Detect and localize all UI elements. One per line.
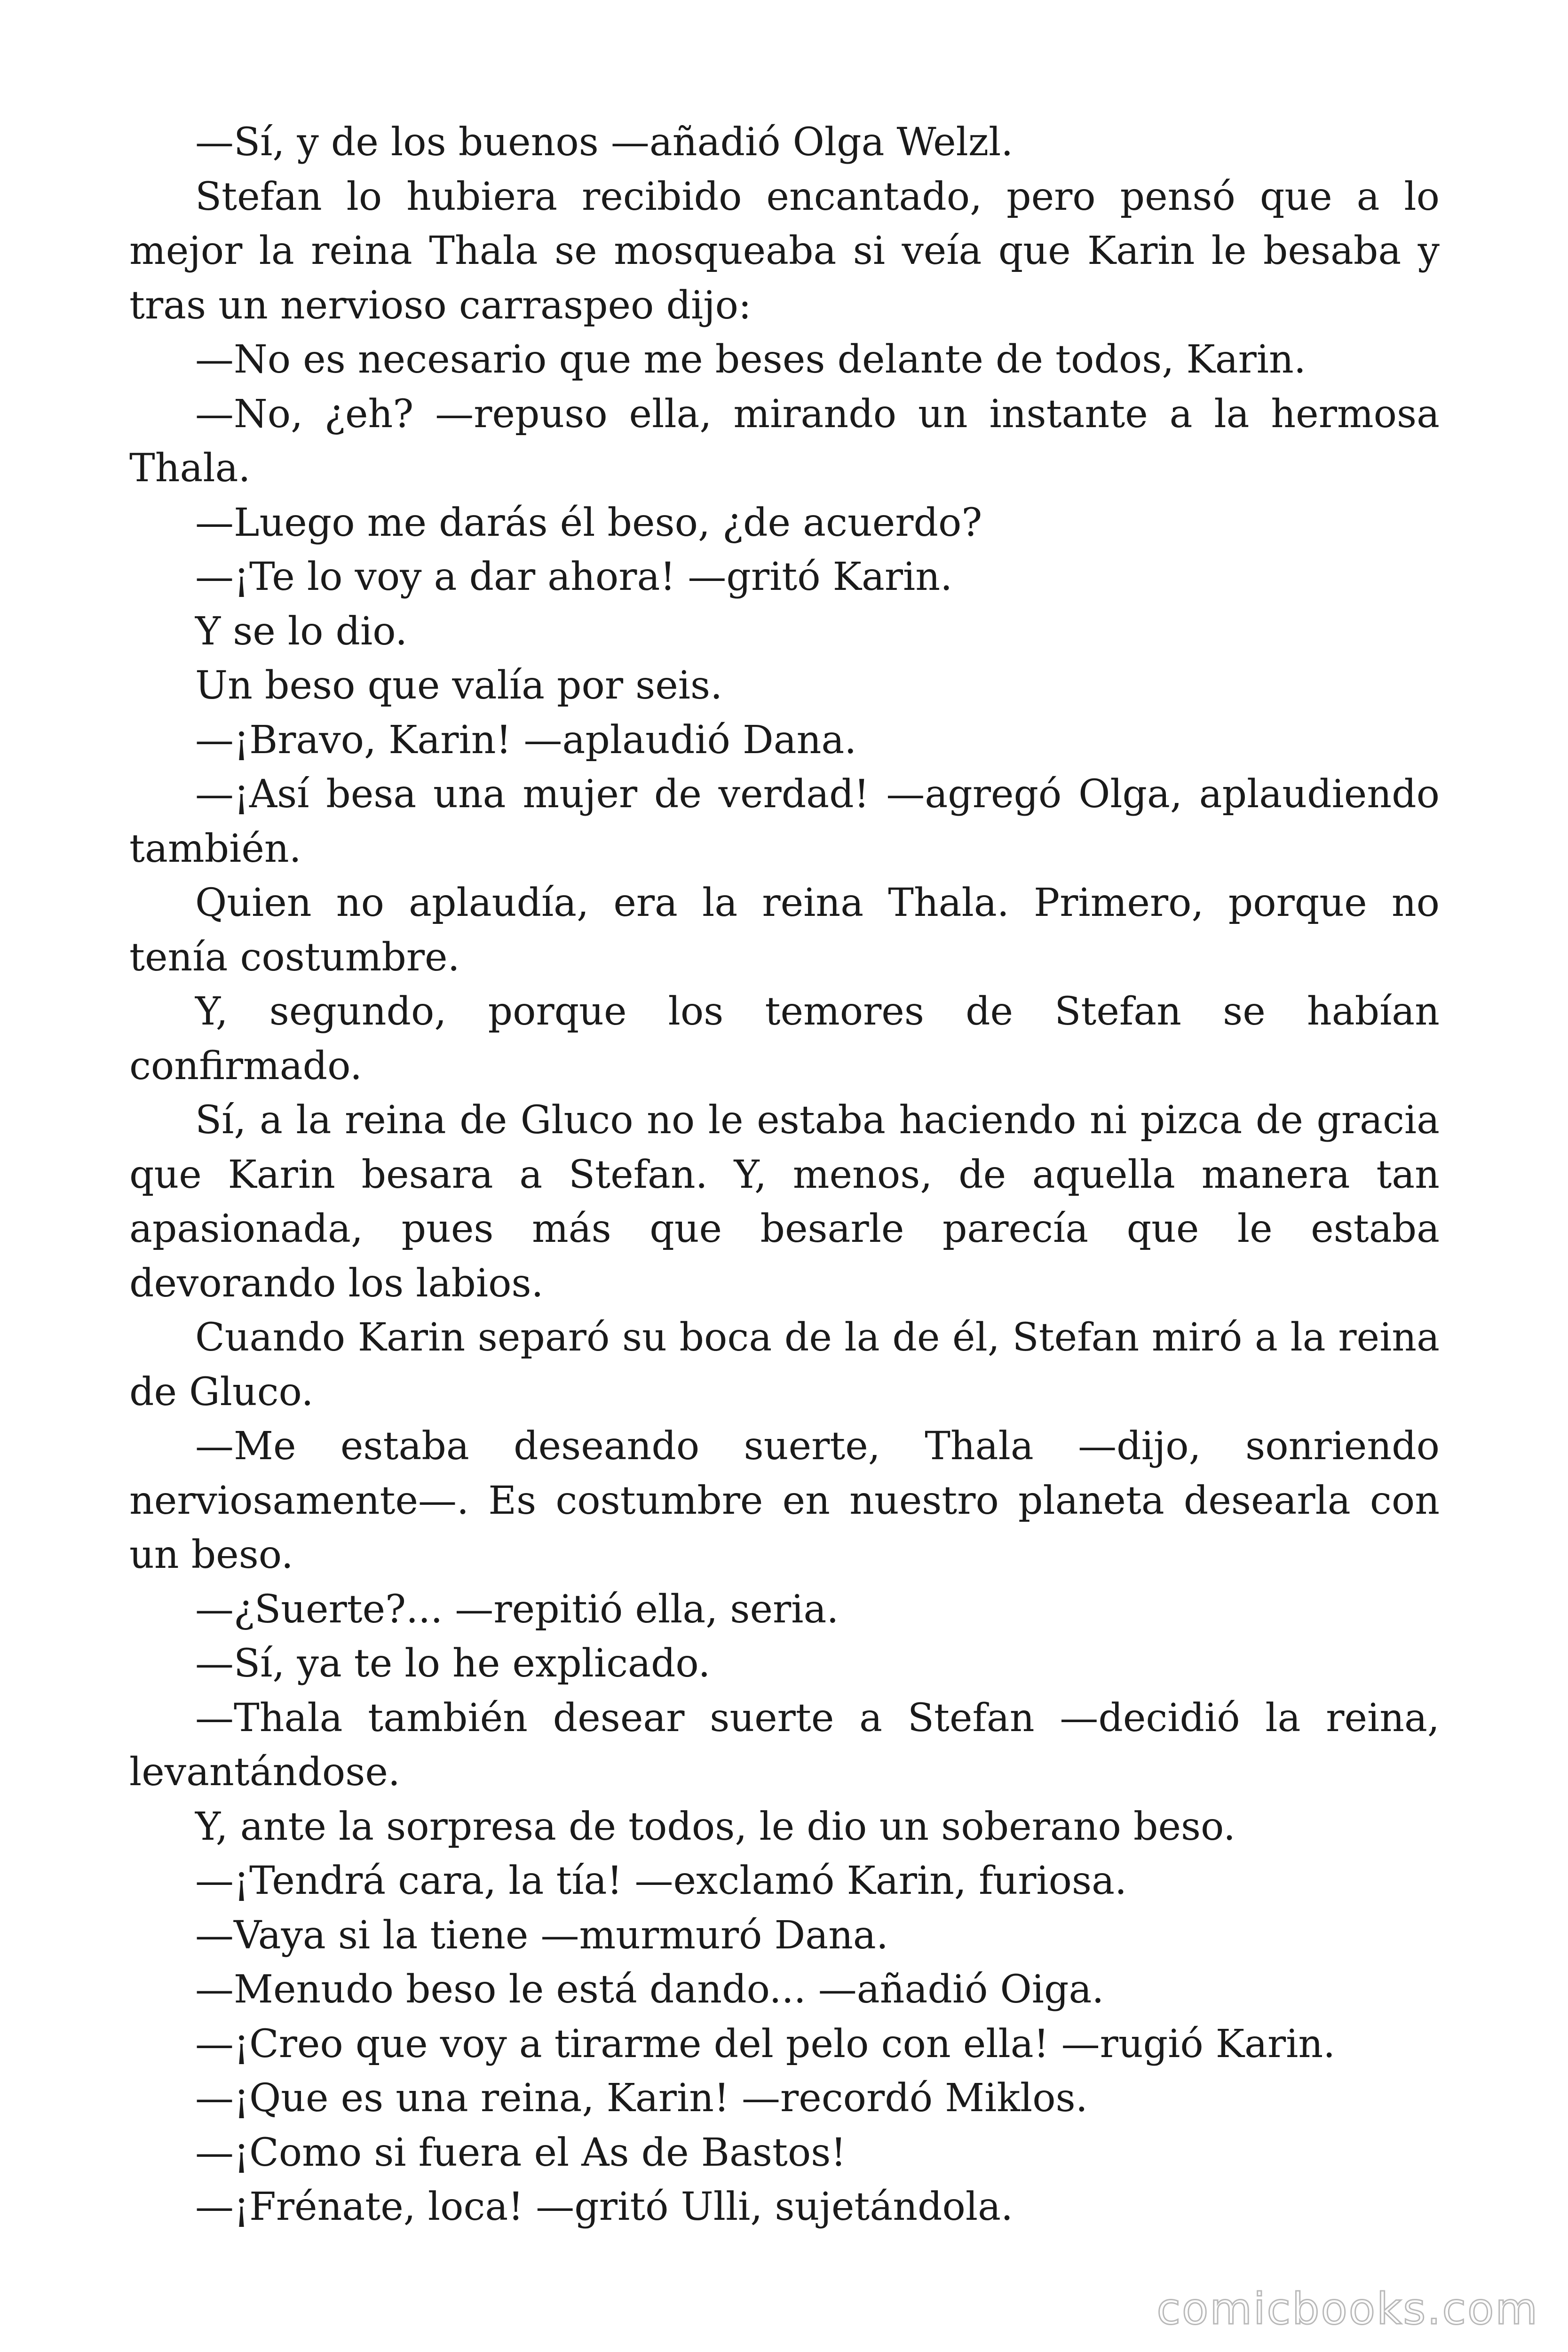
paragraph: —¡Bravo, Karin! —aplaudió Dana. bbox=[195, 717, 857, 763]
paragraph: Quien no aplaudía, era la reina Thala. Primero, porque no tenía costumbre. bbox=[129, 881, 1440, 980]
paragraph: —¿Suerte?... —repitió ella, seria. bbox=[195, 1587, 839, 1632]
paragraph: —¡Te lo voy a dar ahora! —gritó Karin. bbox=[195, 555, 953, 599]
paragraph: Sí, a la reina de Gluco no le estaba haciendo ni pizca de gracia que Karin besara a Stefan. Y, menos, de aquella manera tan apasionada, pues más que besarle parecía que le estaba devorando los labios. bbox=[129, 1098, 1440, 1306]
paragraph: Cuando Karin separó su boca de la de él, Stefan miró a la reina de Gluco. bbox=[129, 1315, 1440, 1414]
paragraph: —¡Como si fuera el As de Bastos! bbox=[195, 2130, 847, 2175]
paragraph: —No, ¿eh? —repuso ella, mirando un instante a la hermosa Thala. bbox=[129, 391, 1440, 491]
paragraph: —Menudo beso le está dando... —añadió Oiga. bbox=[195, 1967, 1104, 2012]
body-text bbox=[129, 115, 1440, 2234]
paragraph: —¡Creo que voy a tirarme del pelo con ella! —rugió Karin. bbox=[195, 2021, 1336, 2066]
watermark-logo: comicbooks.com bbox=[1156, 2284, 1539, 2334]
paragraph: —Thala también desear suerte a Stefan —decidió la reina, levantándose. bbox=[129, 1695, 1440, 1795]
paragraph: —Vaya si la tiene —murmuró Dana. bbox=[195, 1913, 888, 1958]
paragraph: —¡Que es una reina, Karin! —recordó Miklos. bbox=[195, 2076, 1088, 2121]
paragraph: Un beso que valía por seis. bbox=[195, 663, 723, 708]
paragraph: —Sí, ya te lo he explicado. bbox=[195, 1641, 711, 1686]
paragraph: Stefan lo hubiera recibido encantado, pero pensó que a lo mejor la reina Thala se mosqueaba si veía que Karin le besaba y tras un nervioso carraspeo dijo: bbox=[129, 174, 1440, 328]
paragraph: —No es necesario que me beses delante de todos, Karin. bbox=[195, 337, 1306, 382]
paragraph: —¡Tendrá cara, la tía! —exclamó Karin, furiosa. bbox=[195, 1859, 1127, 1903]
paragraph: —Luego me darás él beso, ¿de acuerdo? bbox=[195, 500, 982, 545]
paragraph: Y se lo dio. bbox=[195, 609, 408, 654]
paragraph: Y, ante la sorpresa de todos, le dio un soberano beso. bbox=[195, 1804, 1236, 1849]
paragraph: —¡Frénate, loca! —gritó Ulli, sujetándola. bbox=[195, 2185, 1014, 2229]
paragraph: —¡Así besa una mujer de verdad! —agregó Olga, aplaudiendo también. bbox=[129, 772, 1440, 871]
paragraph: —Me estaba deseando suerte, Thala —dijo, sonriendo nerviosamente—. Es costumbre en nuestro planeta desearla con un beso. bbox=[129, 1424, 1440, 1577]
paragraph: Y, segundo, porque los temores de Stefan se habían confirmado. bbox=[129, 989, 1440, 1089]
paragraph: —Sí, y de los buenos —añadió Olga Welzl. bbox=[195, 120, 1014, 165]
